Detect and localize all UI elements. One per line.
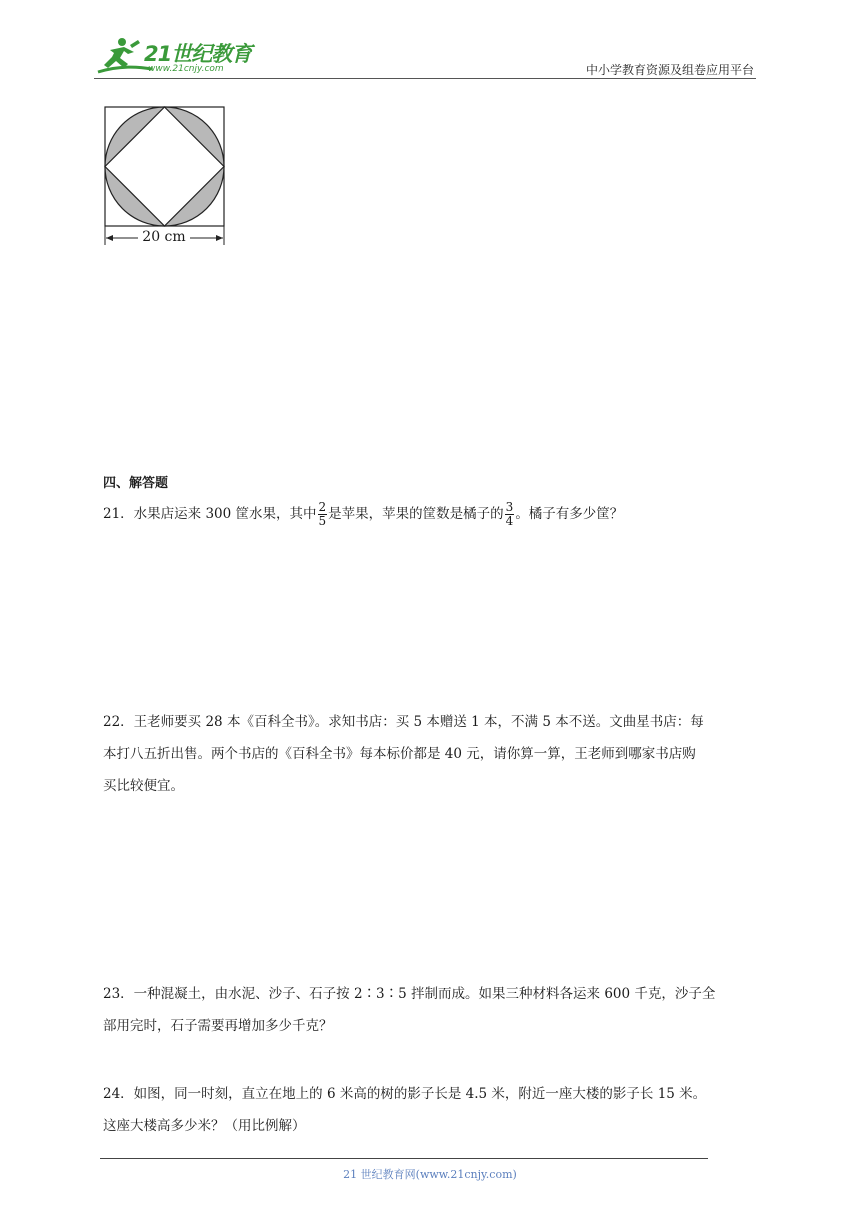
q21-text-3: 。橘子有多少筐？ xyxy=(515,506,624,522)
q22-line-1: 22．王老师要买 28 本《百科全书》。求知书店：买 5 本赠送 1 本，不满 5 本不送。文曲星书店：每 xyxy=(103,714,704,730)
fraction-three-quarters: $\frac{3}{4}$ xyxy=(505,500,514,528)
q22-line-3: 买比较便宜。 xyxy=(103,778,184,794)
circle-square-diagram xyxy=(98,100,230,250)
logo-url: www.21cnjy.com xyxy=(148,64,224,74)
header-divider xyxy=(94,78,756,79)
q23-line-2: 部用完时，石子需要再增加多少千克？ xyxy=(103,1018,333,1034)
q21-text-2: 是苹果，苹果的筐数是橘子的 xyxy=(328,506,504,522)
geometry-figure xyxy=(98,100,230,250)
q24-line-2: 这座大楼高多少米？（用比例解） xyxy=(103,1118,306,1134)
logo-text: 21世纪教育 xyxy=(144,42,252,66)
question-23 xyxy=(103,978,763,1042)
question-22 xyxy=(103,706,763,802)
footer-link[interactable]: 21 世纪教育网(www.21cnjy.com) xyxy=(343,1168,517,1181)
q23-line-1: 23．一种混凝土，由水泥、沙子、石子按 2∶3∶5 拌制而成。如果三种材料各运来 600 千克，沙子全 xyxy=(103,986,716,1002)
footer-divider xyxy=(100,1158,708,1159)
dimension-label: 20 cm xyxy=(142,229,186,245)
q21-text-1: 21．水果店运来 300 筐水果，其中 xyxy=(103,506,317,522)
section-title: 四、解答题 xyxy=(103,476,169,491)
platform-name: 中小学教育资源及组卷应用平台 xyxy=(585,63,754,77)
q24-line-1: 24．如图，同一时刻，直立在地上的 6 米高的树的影子长是 4.5 米，附近一座大楼的影子长 15 米。 xyxy=(103,1086,707,1102)
q22-line-2: 本打八五折出售。两个书店的《百科全书》每本标价都是 40 元，请你算一算，王老师到哪家书店购 xyxy=(103,746,696,762)
site-logo xyxy=(94,36,264,78)
question-24 xyxy=(103,1078,763,1142)
fraction-two-fifths: $\frac{2}{5}$ xyxy=(318,500,327,528)
question-21 xyxy=(103,498,763,530)
